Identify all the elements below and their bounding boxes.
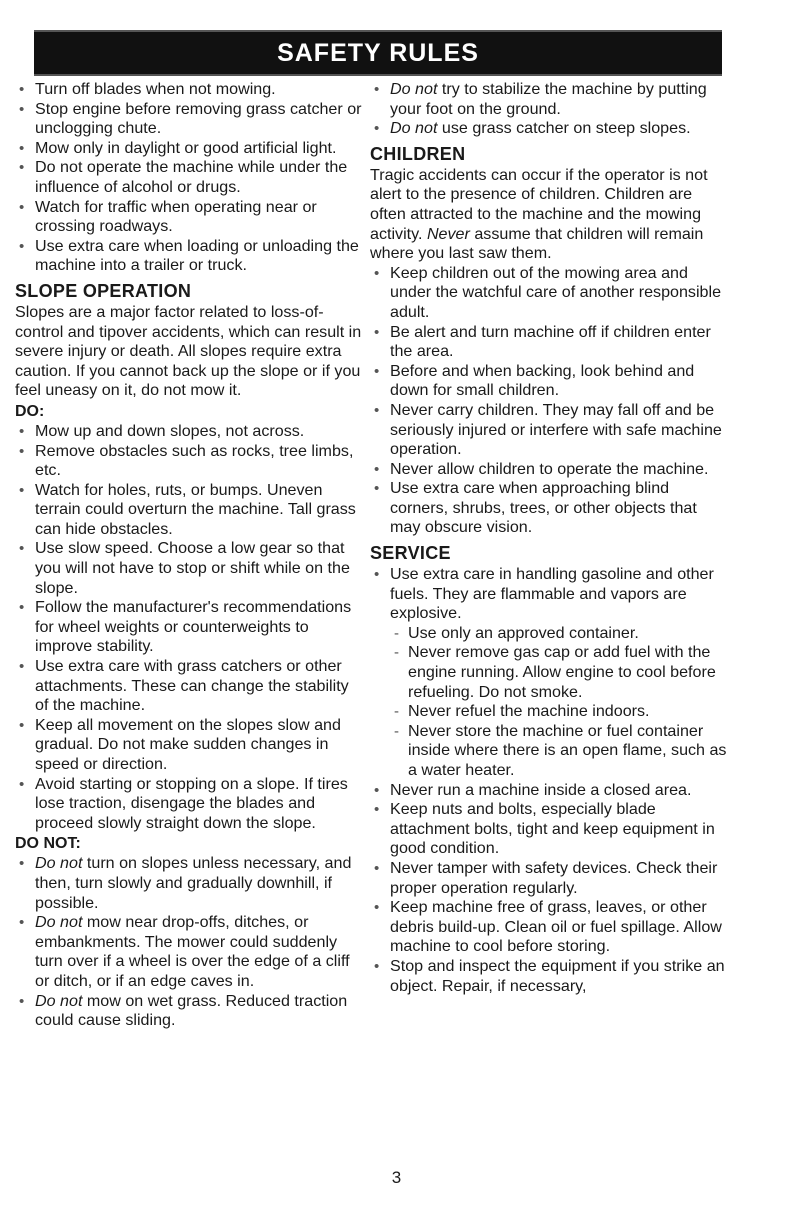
list-item: • Never run a machine inside a closed area. — [370, 781, 728, 801]
emphasis: Never — [426, 224, 470, 243]
do-list — [15, 422, 363, 833]
emphasis: Do not — [35, 913, 83, 932]
list-item — [15, 992, 363, 1031]
intro-list — [15, 80, 363, 276]
do-not-list — [15, 854, 363, 1030]
list-item — [15, 913, 363, 991]
list-item: • Keep machine free of grass, leaves, or other debris build-up. Clean oil or fuel spillage. Allow machine to cool before storing. — [370, 898, 728, 957]
list-item: • Remove obstacles such as rocks, tree limbs, etc. — [15, 442, 363, 481]
list-item — [370, 119, 728, 139]
sub-list-item: - Never store the machine or fuel container inside where there is an open flame, such as a water heater. — [388, 722, 728, 781]
emphasis: Do not — [35, 991, 83, 1010]
sub-list-item: - Never refuel the machine indoors. — [388, 702, 728, 722]
paragraph-text: Tragic accidents can occur if the operator is not alert to the presence of children. Children are often attracted to the machine and the mowing activity. — [370, 165, 708, 243]
list-item: • Keep children out of the mowing area and under the watchful care of another responsible adult. — [370, 264, 728, 323]
item-text: mow near drop-offs, ditches, or embankments. The mower could suddenly turn over if a wheel is over the edge of a cliff or ditch, or if an edge caves in. — [35, 913, 350, 990]
list-item: • Never tamper with safety devices. Check their proper operation regularly. — [370, 859, 728, 898]
list-item: • Never allow children to operate the machine. — [370, 460, 728, 480]
children-heading: CHILDREN — [370, 143, 466, 164]
list-item: • Follow the manufacturer's recommendations for wheel weights or counterweights to improve stability. — [15, 598, 363, 657]
do-not-heading: DO NOT: — [15, 835, 81, 853]
item-text: turn on slopes unless necessary, and then, turn slowly and gradually downhill, if possible. — [35, 854, 352, 912]
list-item — [370, 565, 728, 781]
list-item: • Use extra care when loading or unloading the machine into a trailer or truck. — [15, 237, 363, 276]
page-number: 3 — [391, 1168, 402, 1187]
list-item: • Do not operate the machine while under the influence of alcohol or drugs. — [15, 158, 363, 197]
page-title: SAFETY RULES — [277, 38, 479, 67]
sub-list-item: - Use only an approved container. — [388, 624, 728, 644]
title-banner — [34, 30, 722, 76]
list-item: • Keep nuts and bolts, especially blade attachment bolts, tight and keep equipment in good condition. — [370, 800, 728, 859]
list-item: • Before and when backing, look behind and down for small children. — [370, 362, 728, 401]
slope-operation-paragraph: Slopes are a major factor related to loss-of-control and tipover accidents, which can result in severe injury or death. All slopes require extra caution. If you cannot back up the slope or if you feel uneasy on it, do not mow it. — [15, 302, 362, 400]
right-column — [370, 80, 728, 996]
emphasis: Do not — [35, 854, 83, 873]
list-item: • Use slow speed. Choose a low gear so that you will not have to stop or shift while on the slope. — [15, 539, 363, 598]
children-paragraph — [370, 166, 728, 264]
list-item: • Never carry children. They may fall off and be seriously injured or interfere with safe machine operation. — [370, 401, 728, 460]
list-item: • Stop and inspect the equipment if you strike an object. Repair, if necessary, — [370, 957, 728, 996]
service-list — [370, 565, 728, 996]
list-item: • Mow only in daylight or good artificial light. — [15, 139, 363, 159]
sub-list-item: - Never remove gas cap or add fuel with the engine running. Allow engine to cool before refueling. Do not smoke. — [388, 643, 728, 702]
list-item — [15, 854, 363, 913]
item-text: use grass catcher on steep slopes. — [437, 119, 691, 138]
list-item: • Turn off blades when not mowing. — [15, 80, 363, 100]
list-item: • Be alert and turn machine off if children enter the area. — [370, 323, 728, 362]
list-item — [370, 80, 728, 119]
list-item: • Mow up and down slopes, not across. — [15, 422, 363, 442]
list-item: • Watch for traffic when operating near or crossing roadways. — [15, 198, 363, 237]
list-item: • Watch for holes, ruts, or bumps. Uneven terrain could overturn the machine. Tall grass can hide obstacles. — [15, 481, 363, 540]
item-text: Use extra care in handling gasoline and other fuels. They are flammable and vapors are explosive. — [390, 565, 714, 623]
slope-operation-heading: SLOPE OPERATION — [15, 280, 192, 301]
left-column — [15, 80, 363, 1031]
list-item: • Keep all movement on the slopes slow and gradual. Do not make sudden changes in speed or direction. — [15, 716, 363, 775]
item-text: mow on wet grass. Reduced traction could cause sliding. — [35, 991, 348, 1030]
do-heading: DO: — [15, 402, 45, 420]
emphasis: Do not — [390, 119, 438, 138]
list-item: • Stop engine before removing grass catcher or unclogging chute. — [15, 100, 363, 139]
fuel-sublist — [388, 624, 728, 781]
emphasis: Do not — [390, 80, 438, 98]
list-item: • Use extra care with grass catchers or other attachments. These can change the stability of the machine. — [15, 657, 363, 716]
item-text: try to stabilize the machine by putting your foot on the ground. — [390, 80, 707, 118]
paragraph-text: assume that children will remain where you last saw them. — [370, 224, 704, 263]
list-item: • Use extra care when approaching blind corners, shrubs, trees, or other objects that may obscure vision. — [370, 479, 728, 538]
children-list — [370, 264, 728, 538]
do-not-continued-list — [370, 80, 728, 139]
list-item: • Avoid starting or stopping on a slope. If tires lose traction, disengage the blades and proceed slowly straight down the slope. — [15, 775, 363, 834]
service-heading: SERVICE — [370, 543, 451, 564]
